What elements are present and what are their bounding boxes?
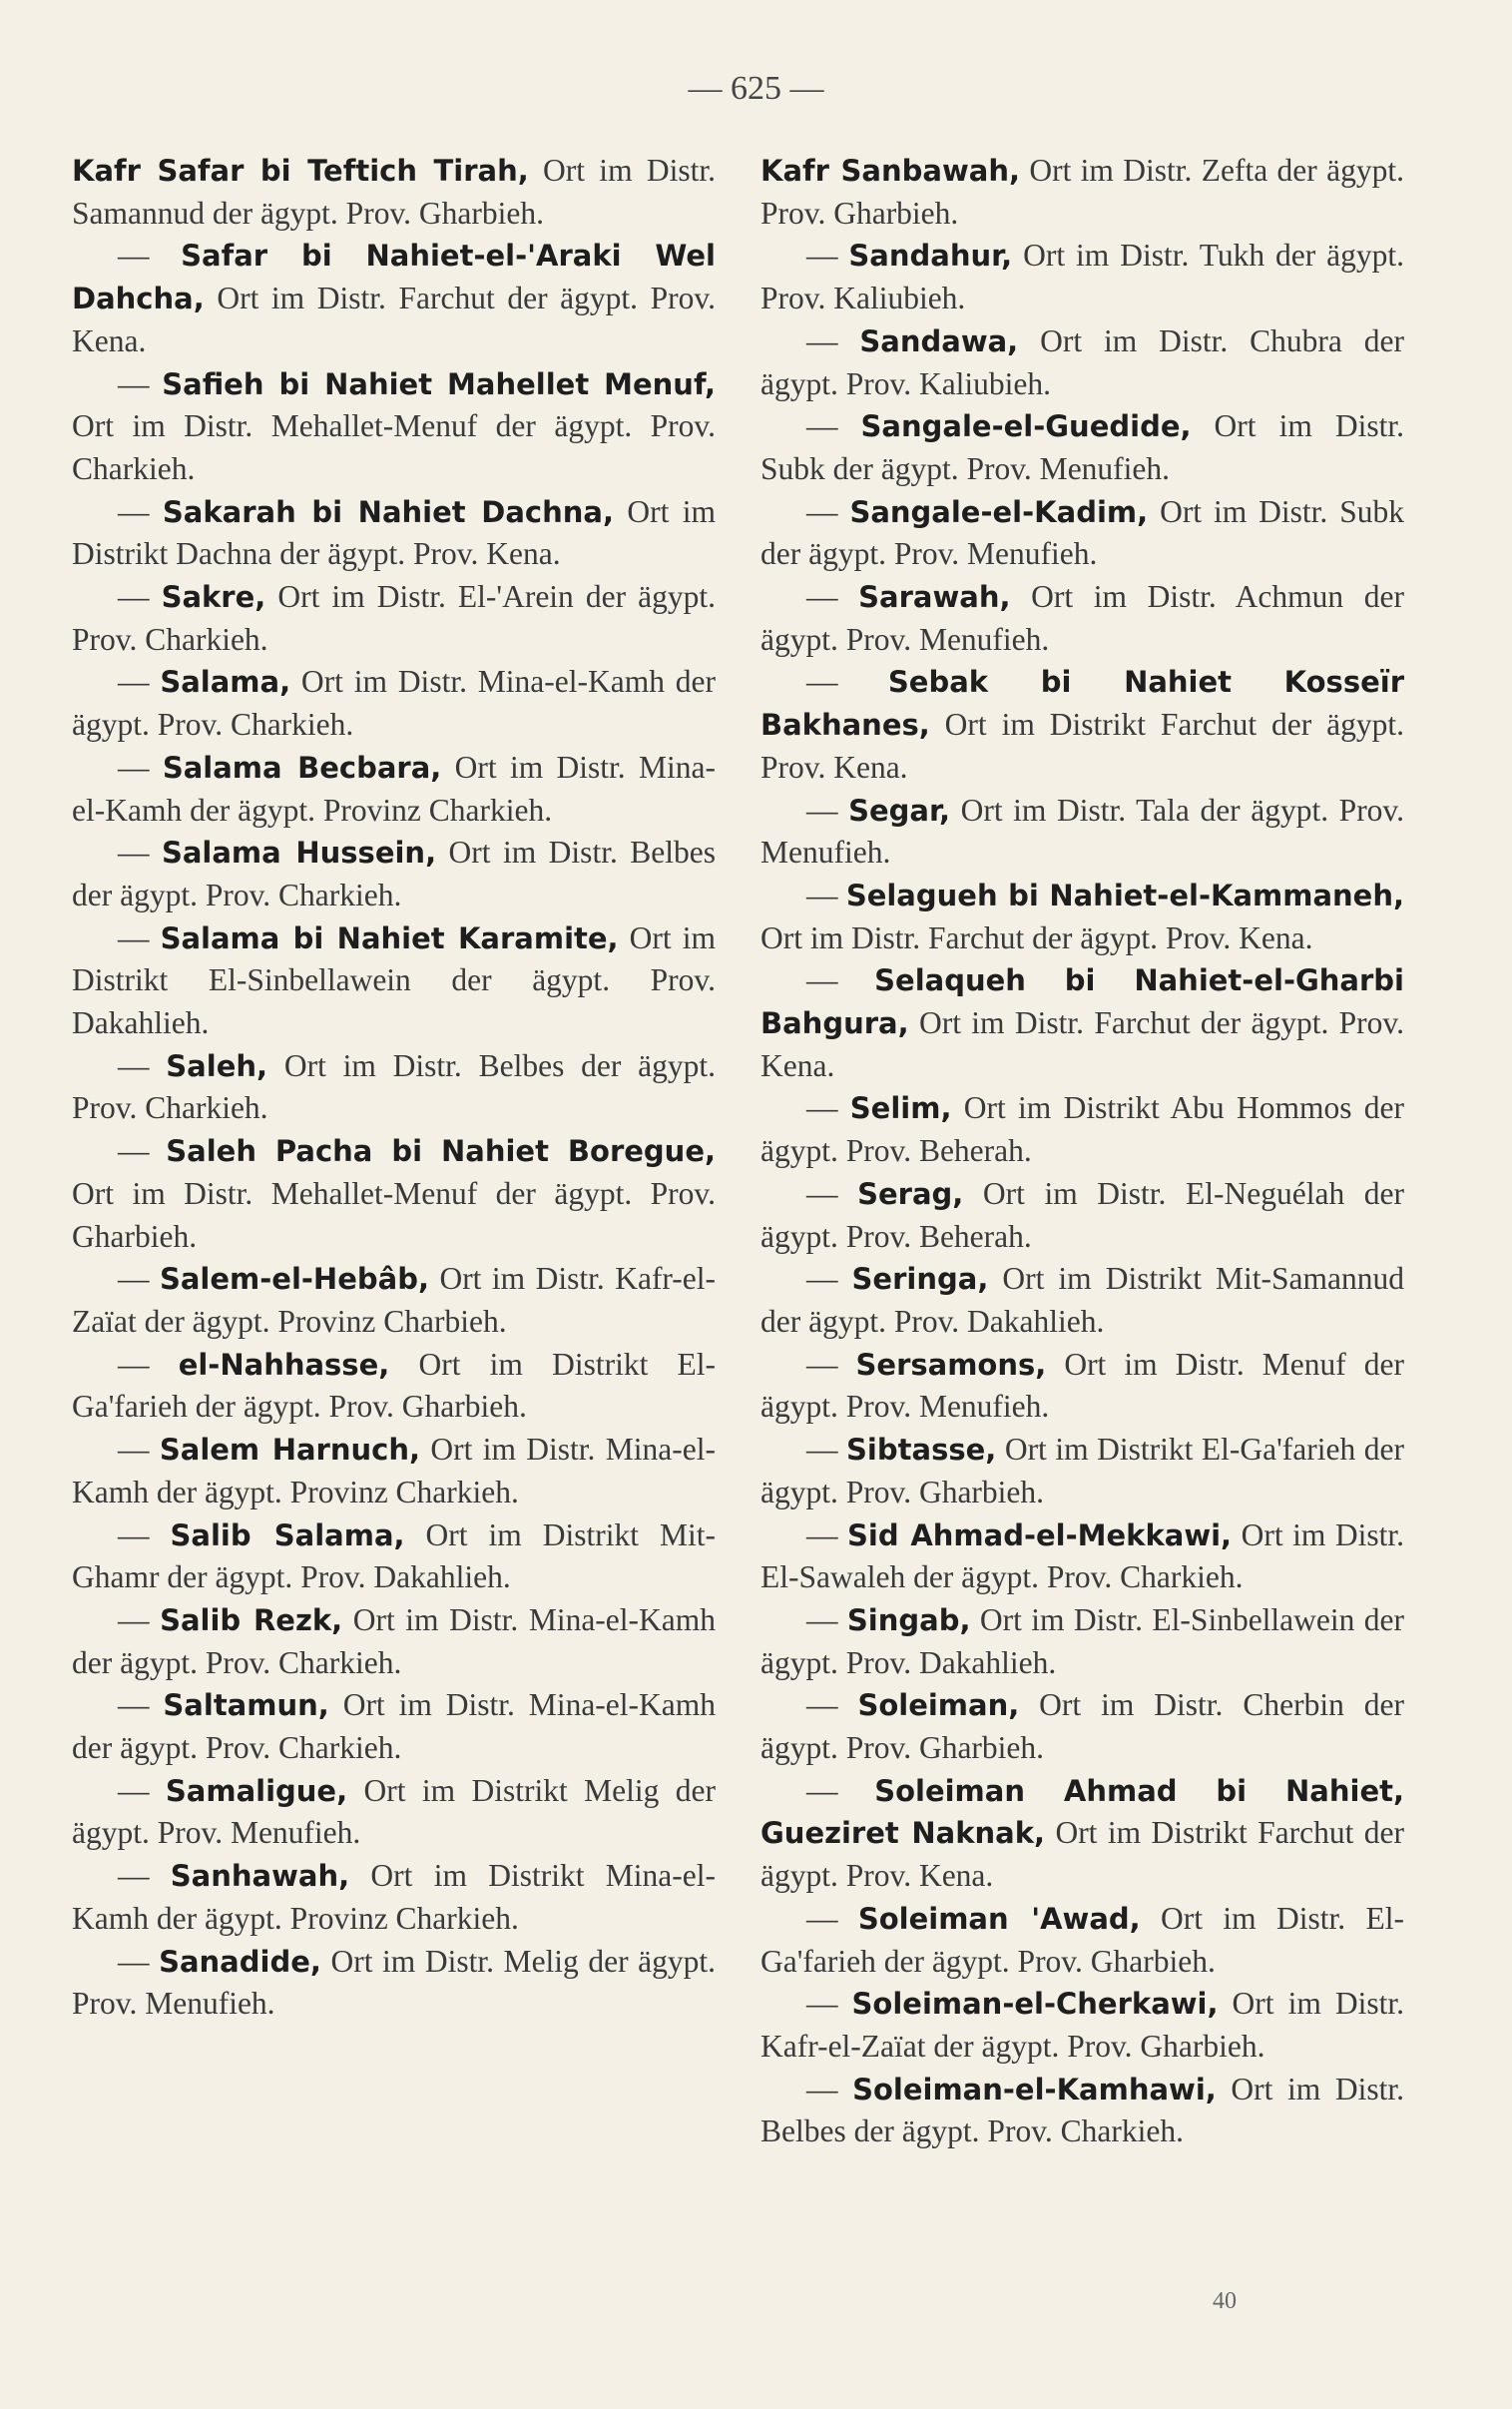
- entry-dash: —: [118, 1432, 160, 1468]
- entry: [760, 405, 1404, 490]
- entry: [760, 1983, 1404, 2068]
- entry-text: Ort im Distr. Mehallet-Menuf der ägypt. Prov. Charkieh.: [72, 408, 716, 486]
- entry: [760, 1087, 1404, 1172]
- entry-dash: —: [806, 238, 849, 274]
- entry-text: Ort im Distr. Farchut der ägypt. Prov. Kena.: [760, 1005, 1404, 1083]
- entry: [760, 875, 1404, 959]
- entry-text: Ort im Distr. Belbes der ägypt. Prov. Charkieh.: [72, 1047, 716, 1126]
- entry-head: Sanadide,: [159, 1944, 321, 1979]
- entry-dash: —: [806, 1175, 858, 1211]
- entry-head: Salem Harnuch,: [159, 1433, 420, 1468]
- entry: [72, 1770, 716, 1855]
- entry-text: Ort im Distrikt Mit-Samannud der ägypt. Prov. Dakahlieh.: [760, 1261, 1404, 1339]
- entry-head: Sebak bi Nahiet Kosseïr Bakhanes,: [760, 665, 1404, 743]
- entry-head: Sibtasse,: [846, 1433, 997, 1468]
- entry-text: Ort im Distrikt Abu Hommos der ägypt. Prov. Beherah.: [760, 1090, 1404, 1169]
- entry-text: Ort im Distr. Tukh der ägypt. Prov. Kaliubieh.: [760, 238, 1404, 316]
- entry-dash: —: [806, 1687, 858, 1723]
- entry-dash: —: [806, 792, 849, 828]
- entry: [72, 1258, 716, 1343]
- entry-dash: —: [118, 1687, 164, 1723]
- entry-head: Salama Becbara,: [162, 750, 442, 785]
- entry-head: Sakre,: [161, 580, 266, 615]
- entry-text: Ort im Distrikt Mit-Ghamr der ägypt. Prov. Dakahlieh.: [72, 1516, 716, 1595]
- entry-text: Ort im Distr. Belbes der ägypt. Prov. Charkieh.: [760, 2071, 1404, 2149]
- entry-dash: —: [806, 1432, 847, 1468]
- entry-text: Ort im Distr. El-Sawaleh der ägypt. Prov. Charkieh.: [760, 1516, 1404, 1595]
- entry-dash: —: [118, 238, 182, 274]
- entry-text: Ort im Distr. Mehallet-Menuf der ägypt. Prov. Gharbieh.: [72, 1175, 716, 1254]
- entry: [72, 1941, 716, 2026]
- entry-dash: —: [806, 664, 888, 700]
- entry-text: Ort im Distr. Tala der ägypt. Prov. Menufieh.: [760, 792, 1405, 871]
- entry-text: Ort im Distr. Mina-el-Kamh der ägypt. Prov. Charkieh.: [72, 1601, 717, 1680]
- entry-head: Segar,: [848, 793, 951, 828]
- entry-head: Salem-el-Hebâb,: [159, 1262, 429, 1297]
- entry-head: Salama Hussein,: [161, 836, 437, 871]
- entry-text: Ort im Distr. Farchut der ägypt. Prov. Kena.: [760, 919, 1313, 955]
- entry-head: Kafr Safar bi Teftich Tirah,: [72, 154, 529, 188]
- entry-head: Soleiman Ahmad bi Nahiet, Gueziret Naknak,: [760, 1773, 1405, 1851]
- entry-text: Ort im Distrikt El-Sinbellawein der ägypt. Prov. Dakahlieh.: [72, 919, 716, 1041]
- entry-dash: —: [118, 835, 162, 871]
- entry-dash: —: [806, 1772, 875, 1808]
- entry-head: Seringa,: [851, 1262, 989, 1297]
- entry: [72, 491, 716, 576]
- entry-text: Ort im Distr. El-'Arein der ägypt. Prov. Charkieh.: [72, 579, 716, 657]
- entry-head: Salama,: [160, 665, 291, 700]
- entry-text: Ort im Distr. Mina-el-Kamh der ägypt. Prov. Charkieh.: [72, 664, 716, 743]
- entry-dash: —: [806, 1516, 848, 1552]
- entry-dash: —: [118, 749, 163, 785]
- entry-dash: —: [118, 365, 163, 401]
- entry: [72, 1855, 716, 1940]
- entry: [760, 320, 1404, 405]
- entry-head: Singab,: [846, 1602, 971, 1637]
- entry: [760, 1514, 1404, 1599]
- entry: [760, 1599, 1404, 1684]
- entry-head: Salib Salama,: [170, 1517, 405, 1552]
- entry-dash: —: [118, 919, 161, 955]
- entry: [760, 235, 1404, 319]
- entry-dash: —: [806, 962, 875, 998]
- entry-text: Ort im Distr. El-Sinbellawein der ägypt. Prov. Dakahlieh.: [760, 1601, 1405, 1680]
- entry-head: Sangale-el-Kadim,: [849, 494, 1149, 529]
- entry-text: Ort im Distrikt Mina-el-Kamh der ägypt. Provinz Charkieh.: [72, 1858, 717, 1936]
- entry: [72, 661, 716, 746]
- entry: [72, 576, 716, 661]
- entry-text: Ort im Distr. Melig der ägypt. Prov. Menufieh.: [72, 1943, 717, 2022]
- entry-head: Sangale-el-Guedide,: [860, 409, 1192, 444]
- entry-head: Safar bi Nahiet-el-'Araki Wel Dahcha,: [72, 239, 716, 316]
- entry-dash: —: [118, 1346, 179, 1382]
- entry: [72, 1429, 716, 1513]
- entry-head: Saltamun,: [163, 1688, 329, 1723]
- entry-dash: —: [806, 579, 859, 615]
- entry: [760, 1429, 1404, 1513]
- entry-head: Soleiman,: [857, 1688, 1020, 1723]
- entry-text: Ort im Distrikt Farchut der ägypt. Prov. Kena.: [760, 1815, 1404, 1894]
- entry-head: Sarawah,: [858, 580, 1011, 615]
- entry: [72, 832, 716, 916]
- entry-text: Ort im Distr. Belbes der ägypt. Prov. Charkieh.: [72, 835, 716, 912]
- entry: [72, 150, 716, 235]
- entry-head: Sandahur,: [848, 239, 1013, 274]
- entry: [72, 235, 716, 362]
- entry: [760, 1770, 1404, 1898]
- entry-text: Ort im Distrikt El-Ga'farieh der ägypt. Prov. Gharbieh.: [760, 1432, 1404, 1509]
- entry-text: Ort im Distr. Subk der ägypt. Prov. Menufieh.: [760, 493, 1405, 572]
- entry-head: Sid Ahmad-el-Mekkawi,: [847, 1517, 1233, 1552]
- entry-head: Soleiman 'Awad,: [857, 1901, 1141, 1936]
- entry-dash: —: [806, 1900, 858, 1936]
- entry-dash: —: [806, 1090, 850, 1126]
- page-number: — 625 —: [688, 70, 824, 107]
- entry-dash: —: [806, 2071, 853, 2107]
- entry-head: Kafr Sanbawah,: [760, 154, 1020, 188]
- entry: [760, 661, 1404, 789]
- entry-dash: —: [118, 1858, 171, 1894]
- entry: [72, 1045, 716, 1130]
- entry: [760, 2069, 1404, 2153]
- entry-dash: —: [118, 664, 161, 700]
- entry-head: Selim,: [849, 1091, 952, 1126]
- entry-dash: —: [806, 1261, 852, 1297]
- entry-text: Ort im Distr. Cherbin der ägypt. Prov. Gharbieh.: [760, 1687, 1404, 1766]
- entry-text: Ort im Distr. Mina-el-Kamh der ägypt. Provinz Charkieh.: [72, 1432, 716, 1509]
- entry-dash: —: [806, 322, 860, 358]
- entry-head: el-Nahhasse,: [178, 1347, 390, 1382]
- entry-text: Ort im Distr. Chubra der ägypt. Prov. Kaliubieh.: [760, 322, 1404, 401]
- entry-text: Ort im Distrikt El-Ga'farieh der ägypt. Prov. Gharbieh.: [72, 1346, 717, 1425]
- entry-head: Sanhawah,: [170, 1859, 350, 1894]
- entry-text: Ort im Distrikt Dachna der ägypt. Prov. Kena.: [72, 493, 717, 572]
- entry: [760, 959, 1404, 1087]
- entry-text: Ort im Distrikt Melig der ägypt. Prov. Menufieh.: [72, 1772, 716, 1851]
- entry-dash: —: [806, 493, 850, 529]
- entry-text: Ort im Distr. Mina-el-Kamh der ägypt. Provinz Charkieh.: [72, 749, 716, 828]
- entry-dash: —: [118, 1133, 167, 1169]
- entry-text: Ort im Distr. El-Neguélah der ägypt. Prov. Beherah.: [760, 1175, 1405, 1254]
- entry-text: Ort im Distr. Samannud der ägypt. Prov. Gharbieh.: [72, 153, 716, 231]
- entry-dash: —: [118, 1516, 171, 1552]
- entry-head: Soleiman-el-Kamhawi,: [852, 2072, 1217, 2107]
- entry-text: Ort im Distr. Subk der ägypt. Prov. Menufieh.: [760, 408, 1404, 486]
- entry-text: Ort im Distr. Achmun der ägypt. Prov. Menufieh.: [760, 579, 1404, 657]
- entry-head: Sandawa,: [859, 323, 1019, 358]
- entry: [72, 1599, 716, 1684]
- entry: [72, 1130, 716, 1258]
- signature-mark: 40: [1213, 2288, 1237, 2314]
- entry: [760, 1684, 1404, 1769]
- entry: [760, 491, 1404, 576]
- entry-text: Ort im Distr. Kafr-el-Zaïat der ägypt. Prov. Gharbieh.: [760, 1986, 1404, 2064]
- entry-dash: —: [806, 408, 861, 444]
- entry-dash: —: [806, 1346, 856, 1382]
- entry-head: Sersamons,: [855, 1347, 1047, 1382]
- entry-head: Salama bi Nahiet Karamite,: [160, 920, 619, 955]
- entry-head: Saleh Pacha bi Nahiet Boregue,: [166, 1134, 717, 1169]
- entry-text: Ort im Distr. Kafr-el-Zaïat der ägypt. Provinz Charbieh.: [72, 1261, 717, 1339]
- entry-dash: —: [806, 1986, 852, 2022]
- entry-dash: —: [806, 877, 846, 912]
- entry: [72, 1514, 716, 1599]
- entry: [72, 1684, 716, 1769]
- entry-text: Ort im Distr. Mina-el-Kamh der ägypt. Prov. Charkieh.: [72, 1687, 716, 1766]
- left-column: [72, 150, 716, 2026]
- entry-head: Saleh,: [166, 1048, 268, 1083]
- entry-dash: —: [118, 1601, 161, 1637]
- entry-head: Safieh bi Nahiet Mahellet Menuf,: [162, 366, 716, 401]
- entry-head: Selaqueh bi Nahiet-el-Gharbi Bahgura,: [760, 963, 1404, 1041]
- entry-head: Sakarah bi Nahiet Dachna,: [162, 494, 614, 529]
- entry-dash: —: [118, 1261, 160, 1297]
- entry-dash: —: [118, 579, 162, 615]
- entry-dash: —: [118, 493, 163, 529]
- entry: [760, 1173, 1404, 1258]
- entry: [760, 1898, 1404, 1983]
- entry-text: Ort im Distr. Menuf der ägypt. Prov. Menufieh.: [760, 1346, 1404, 1425]
- right-column: [760, 150, 1404, 2153]
- entry: [72, 747, 716, 832]
- entry-dash: —: [118, 1047, 167, 1083]
- entry-text: Ort im Distr. Farchut der ägypt. Prov. Kena.: [72, 281, 716, 358]
- entry: [72, 363, 716, 491]
- entry-head: Salib Rezk,: [160, 1602, 343, 1637]
- entry-dash: —: [118, 1772, 166, 1808]
- entry-dash: —: [806, 1601, 847, 1637]
- entry-dash: —: [118, 1943, 160, 1979]
- entry: [760, 1258, 1404, 1343]
- entry: [760, 1344, 1404, 1429]
- entry: [72, 917, 716, 1045]
- entry: [760, 150, 1404, 235]
- entry-text: Ort im Distr. Zefta der ägypt. Prov. Gharbieh.: [760, 153, 1404, 231]
- entry-text: Ort im Distr. El-Ga'farieh der ägypt. Prov. Gharbieh.: [760, 1900, 1404, 1979]
- entry: [760, 790, 1404, 875]
- entry-text: Ort im Distrikt Farchut der ägypt. Prov. Kena.: [760, 707, 1404, 785]
- entry-head: Serag,: [857, 1176, 964, 1211]
- entry-head: Soleiman-el-Cherkawi,: [851, 1987, 1219, 2022]
- entry: [72, 1344, 716, 1429]
- entry-head: Selagueh bi Nahiet-el-Kammaneh,: [845, 878, 1405, 912]
- entry-head: Samaligue,: [165, 1773, 348, 1808]
- entry: [760, 576, 1404, 661]
